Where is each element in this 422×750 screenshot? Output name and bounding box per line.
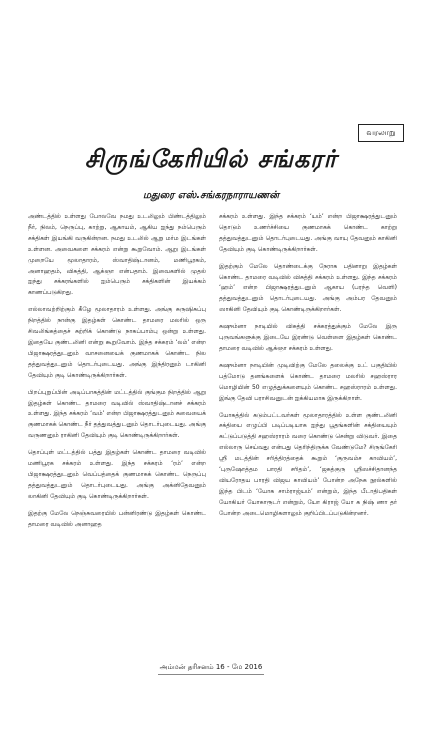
paragraph: இதற்கும் மேலே தொண்டைக்கு நேராக பதினாறு இதழ்கள் கொண்ட தாமரை வடிவில் விசுத்தி சக்கரம் உள்ளது. இந்த சக்கரம் ‘ஹம்’ என்ற பிஜாக்ஷரத்துடனும் ஆகாய (பரந்த வெளி) தத்துவத்துடனும் தொடர்புடையது. அங்கு அம்பர தேவனும் ஸாகினி தேவியும் குடி கொண்டிருக்கிறார்கள். — [219, 262, 397, 314]
section-tag: வரலாறு — [358, 124, 404, 142]
paragraph: இதற்கு மேலே நெஞ்சுவரையில் பன்னிரண்டு இதழ்கள் கொண்ட தாமரை வடிவில் அனாஹத — [28, 509, 206, 528]
paragraph: சக்கரம் உள்ளது. இந்த சக்கரம் ‘யம்’ என்ற பிஜாக்ஷரத்துடனும் தொடும் உணர்ச்சியை குணமாகக் கொண்ட காற்று தத்துவத்துடனும் தொடர்புடையது. அங்கு வாயு தேவனும் காகினி தேவியும் குடி கொண்டிருக்கிறார்கள். — [219, 213, 397, 253]
paragraph: பிறப்புறுப்பின் அடிப்பாகத்தின் மட்டத்தில் குங்கும நிறத்தில் ஆறு இதழ்கள் கொண்ட தாமரை வடிவில் ஸ்வாதிஷ்டானச் சக்கரம் உள்ளது. இந்த சக்கரம் ‘வம்’ என்ற பிஜாக்ஷரத்துடனும் சுவையைக் குணமாகக் கொண்ட நீர் தத்துவத்துடனும் தொடர்புடையது. அங்கு வருணனும் ராகினி தேவியும் குடி கொண்டிருக்கிறார்கள். — [28, 388, 206, 440]
paragraph: சுஷும்னா நாடியின் முடிவிற்கு மேலே தலைக்கு உட் பகுதியில் பத்மோடு தனங்களைக் கொண்ட தாமரை மலரில் சஹஸ்ரார மொழியின் 50 எழுத்துக்களையும் கொண்ட சஹஸ்ராரம் உள்ளது. இங்கு தேவி பராசிவனுடன் ஐக்கியமாக இருக்கிறாள். — [219, 361, 397, 402]
author-byline: மதுரை எஸ்.சங்கரநாராயணன் — [142, 190, 280, 201]
paragraph: தொப்புள் மட்டத்தில் பத்து இதழ்கள் கொண்ட தாமரை வடிவில் மணிபூரக சக்கரம் உள்ளது. இந்த சக்கரம் ‘ரம்’ என்ற பிஜாக்ஷரத்துடனும் வெப்பத்தைக் குணமாகக் கொண்ட நெருப்பு தத்துவத்துடனும் தொடர்புடையது. அங்கு அக்னிதேவனும் லாகினி தேவியும் குடி கொண்டிருக்கிறார்கள். — [28, 449, 206, 500]
article-title: சிருங்கேரியில் சங்கரர் — [84, 145, 338, 173]
right-column — [219, 212, 397, 660]
page-footer: அம்மன் தரிசனம் 16 - மே 2016 — [159, 663, 263, 671]
left-column — [28, 212, 206, 660]
paragraph: அண்டத்தில் உள்ளது போலவே நமது உடலிலும் பிண்டத்திலும் நீர், நிலம், நெருப்பு, காற்று, ஆகாயம், ஆகிய ஐந்து நம்பெரும் சக்திகள் இயங்கி வருகின்றன. நமது உடலில் ஆறு மர்ம இடங்கள் உள்ளன. அவைகளை சக்கரம் என்று கூறுவோம். ஆறு இடங்கள் முறையே மூலாதாரம், ஸ்வாதிஷ்டானம், மணிபூரகம், அனாஹதம், விசுத்தி, ஆக்ஞா என்பதாம். இவைகளில் முதல் ஐந்து சக்கரங்களில் ஐம்பெரும் சக்திகளின் இயக்கம் காணப்படுகிறது. — [28, 213, 206, 297]
paragraph: எல்லாவற்றிற்கும் கீழே மூலாதாரம் உள்ளது. அங்கு சுருஷிசுப்பு நிறத்தில் நான்கு இதழ்கள் கொண்ட தாமரை மலரில் ஒரு சிவலிங்கத்தைச் சுற்றிக் கொண்டு நாகப்பாம்பு ஒன்று உள்ளது. இதையே குண்டலினி என்று கூறுவோம். இந்த சக்கரம் ‘லம்’ என்ற பிஜாக்ஷரத்துடனும் வாசனையைக் குணமாகக் கொண்ட நில தத்துவத்துடனும் தொடர்புடையது. அங்கு இந்திரனும் டாகினி தேவியும் குடி கொண்டிருக்கிறார்கள். — [28, 306, 206, 379]
footer-divider — [158, 674, 264, 675]
paragraph: யோகத்தில் கடும்பட்டவர்கள் மூலாதாரத்தில் உள்ள குண்டலினி சக்தியை எழுப்பி படிப்படியாக ஐந்து பூதங்களின் சக்தியையும் கட்டுப்படுத்தி சஹஸ்ராரம் வரை கொண்டு சென்று விடுவர். இதை எல்லாரு செய்வது என்பது தெரிந்திருக்க வேண்டுமே? சிருங்கேரி ஸ்ரீ மடத்தின் சரித்திரத்தைக் கூறும் ‘குருவம்ச காவியம்’, ‘புருஷோத்தம பாரதி சரிதம்’, ‘ஜகத்குரு ஸ்ரீஸச்சிதானந்த வியரோதய பாரதி விஜய காவியம்’ போன்ற அநேக நூல்களில் இந்த பிடம் ‘யோக சாம்ராஜ்யம்’ என்றும், இந்த பீடாதிபதிகள் யோகியர் யோகாரூடர் என்றும், யோ கிராஜ் யோ க நிஷ் ணா தர் போன்ற அடைமொழிகளாலும் குறிப்பிடப்படுகின்றனர். — [219, 411, 397, 517]
paragraph: சுஷும்னா நாடியில் விசுத்தி சக்கரத்துக்கும் மேலே இரு புருவங்களுக்கு இடையே இரண்டு வெள்ளை இதழ்கள் கொண்ட தாமரை வடிவில் ஆக்ஞா சக்கரம் உள்ளது. — [219, 323, 397, 352]
